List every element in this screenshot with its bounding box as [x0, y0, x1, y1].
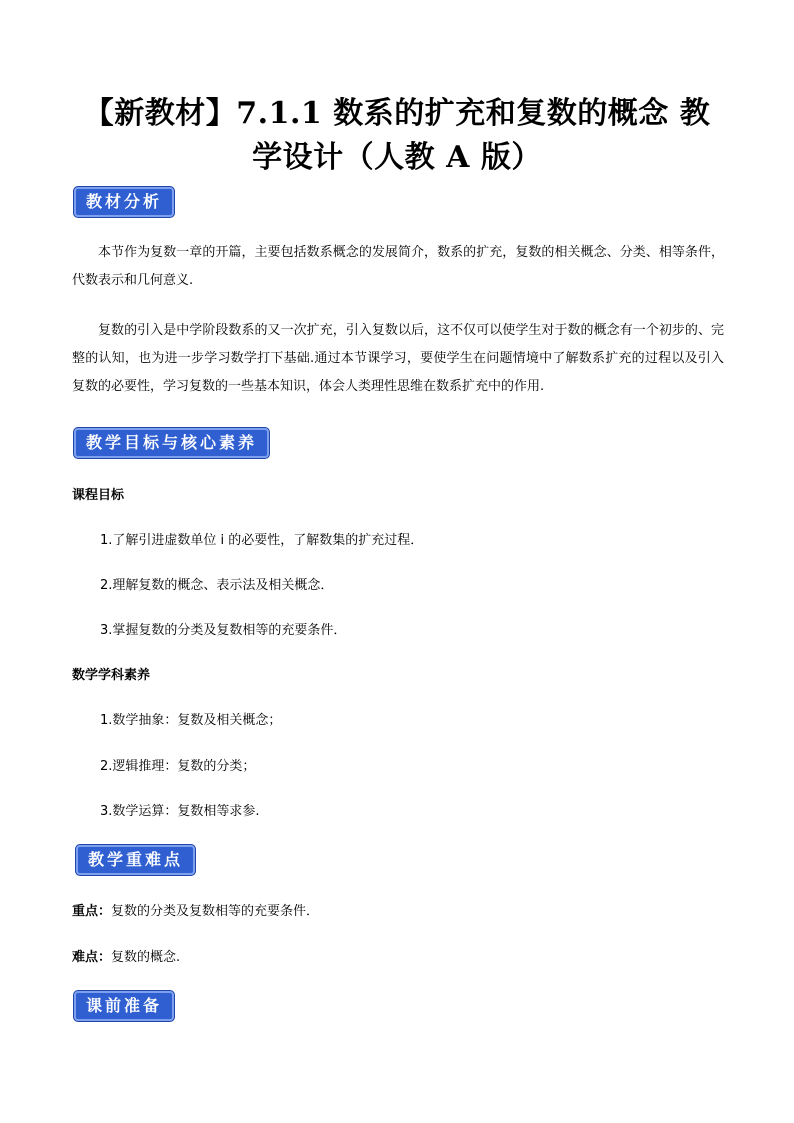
literacy-item: 3.数学运算：复数相等求参.: [100, 804, 260, 819]
section-tag-key-points: 教学重难点: [76, 845, 195, 875]
literacy-item: 1.数学抽象：复数及相关概念；: [100, 713, 282, 728]
literacy-heading: 数学学科素养: [72, 668, 151, 683]
difficulty-label: 难点：: [72, 950, 112, 965]
focus-line: [72, 900, 319, 919]
literacy-item: 2.逻辑推理：复数的分类；: [100, 759, 256, 774]
title-line-1: 【新教材】7.1.1 数系的扩充和复数的概念 教: [83, 96, 711, 131]
course-goal-item: 1.了解引进虚数单位 i 的必要性，了解数集的扩充过程．: [100, 533, 424, 548]
section-tag-material-analysis: 教材分析: [74, 187, 174, 217]
material-paragraph-2: 复数的引入是中学阶段数系的又一次扩充，引入复数以后，这不仅可以使学生对于数的概念有一个初步的、完整的认知，也为进一步学习数学打下基础.通过本节课学习，要使学生在问题情境中了解数系扩充的过程以及引入复数的必要性，学习复数的一些基本知识，体会人类理性思维在数系扩充中的作用.: [72, 323, 724, 394]
course-goal-item: 2.理解复数的概念、表示法及相关概念．: [100, 578, 334, 593]
difficulty-line: [72, 946, 180, 965]
document-title: [60, 92, 734, 180]
focus-text: 复数的分类及复数相等的充要条件．: [111, 904, 320, 919]
section-tag-preparation: 课前准备: [74, 991, 174, 1021]
difficulty-text: 复数的概念.: [111, 950, 181, 965]
section-tag-objectives: 教学目标与核心素养: [74, 428, 269, 458]
focus-label: 重点：: [72, 904, 112, 919]
course-goals-heading: 课程目标: [72, 488, 125, 503]
title-line-2: 学设计（人教 A 版）: [252, 140, 542, 175]
course-goal-item: 3.掌握复数的分类及复数相等的充要条件．: [100, 623, 347, 638]
material-paragraph-1: 本节作为复数一章的开篇，主要包括数系概念的发展简介，数系的扩充，复数的相关概念、分类、相等条件，代数表示和几何意义.: [72, 245, 724, 288]
